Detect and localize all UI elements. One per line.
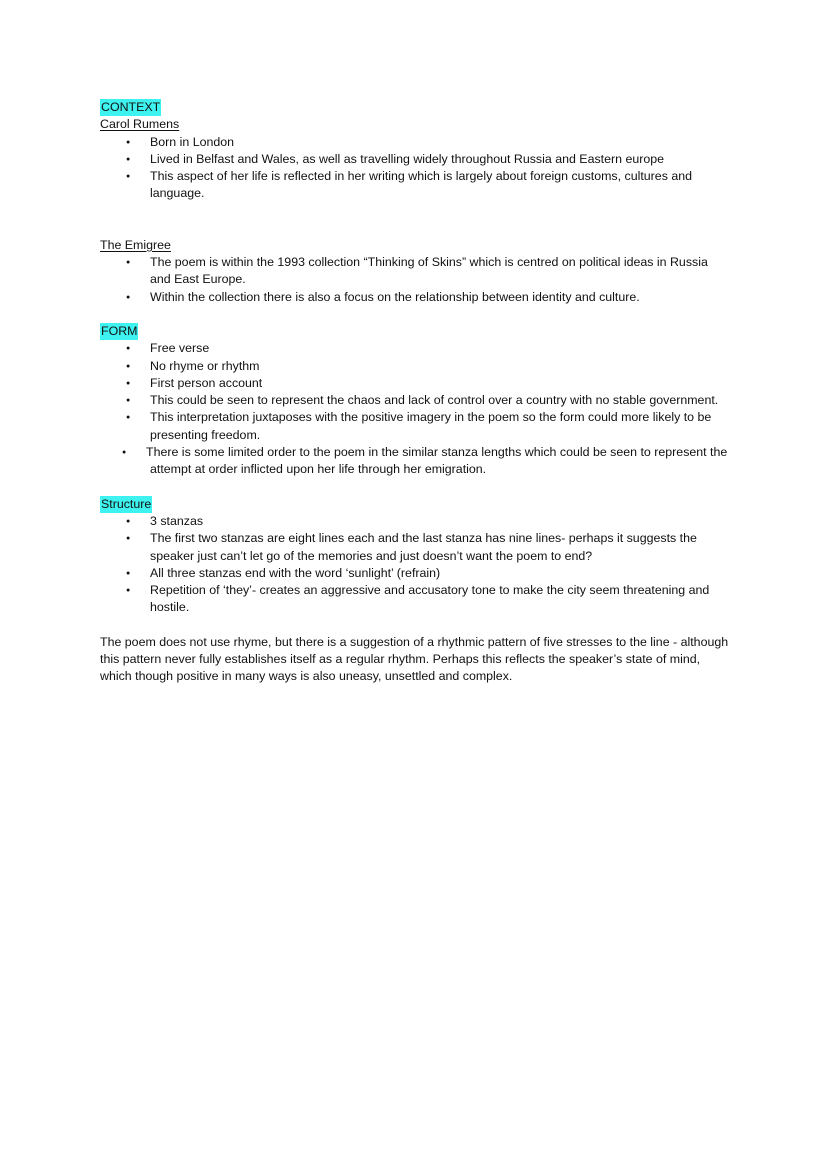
- list-item: ● Lived in Belfast and Wales, as well as travelling widely throughout Russia and Eastern europe: [100, 151, 730, 168]
- form-heading: FORM: [101, 323, 138, 338]
- emigree-list: [100, 254, 730, 306]
- context-list: [100, 134, 730, 203]
- form-section: [100, 323, 730, 479]
- structure-heading: Structure: [101, 496, 152, 511]
- closing-paragraph: The poem does not use rhyme, but there is a suggestion of a rhythmic pattern of five stresses to the line - although this pattern never fully establishes itself as a regular rhythm. Perhaps this reflects the speaker’s state of mind, which though positive in many ways is also uneasy, unsettled and complex.: [100, 634, 729, 684]
- document-page: [100, 99, 730, 686]
- emigree-subheading: The Emigree: [100, 237, 171, 252]
- list-item: ● There is some limited order to the poem in the similar stanza lengths which could be seen to represent the attempt at order inflicted upon her life through her emigration.: [100, 444, 730, 479]
- list-item: ● All three stanzas end with the word ‘sunlight’ (refrain): [100, 565, 730, 582]
- list-item: ● The poem is within the 1993 collection “Thinking of Skins” which is centred on political ideas in Russia and East Europe.: [100, 254, 730, 289]
- list-item: ● This aspect of her life is reflected in her writing which is largely about foreign customs, cultures and language.: [100, 168, 730, 203]
- list-item: ● Within the collection there is also a focus on the relationship between identity and culture.: [100, 289, 730, 306]
- list-item: ● First person account: [100, 375, 730, 392]
- list-item: ● This could be seen to represent the chaos and lack of control over a country with no stable government.: [100, 392, 730, 409]
- list-item: ● Repetition of ‘they’- creates an aggressive and accusatory tone to make the city seem threatening and hostile.: [100, 582, 730, 617]
- carol-rumens-subheading: Carol Rumens: [100, 117, 180, 132]
- list-item: ● Free verse: [100, 340, 730, 357]
- context-heading: CONTEXT: [101, 100, 161, 114]
- list-item: ● 3 stanzas: [100, 513, 730, 530]
- list-item: ● The first two stanzas are eight lines each and the last stanza has nine lines- perhaps it suggests the speaker just can’t let go of the memories and just doesn’t want the poem to end?: [100, 530, 730, 565]
- context-section: [100, 99, 730, 203]
- emigree-section: [100, 237, 730, 306]
- list-item: ● This interpretation juxtaposes with the positive imagery in the poem so the form could more likely to be presenting freedom.: [100, 409, 730, 444]
- list-item: ● Born in London: [100, 134, 730, 151]
- structure-section: [100, 496, 730, 617]
- form-list: [100, 340, 730, 478]
- list-item: ● No rhyme or rhythm: [100, 358, 730, 375]
- structure-list: [100, 513, 730, 617]
